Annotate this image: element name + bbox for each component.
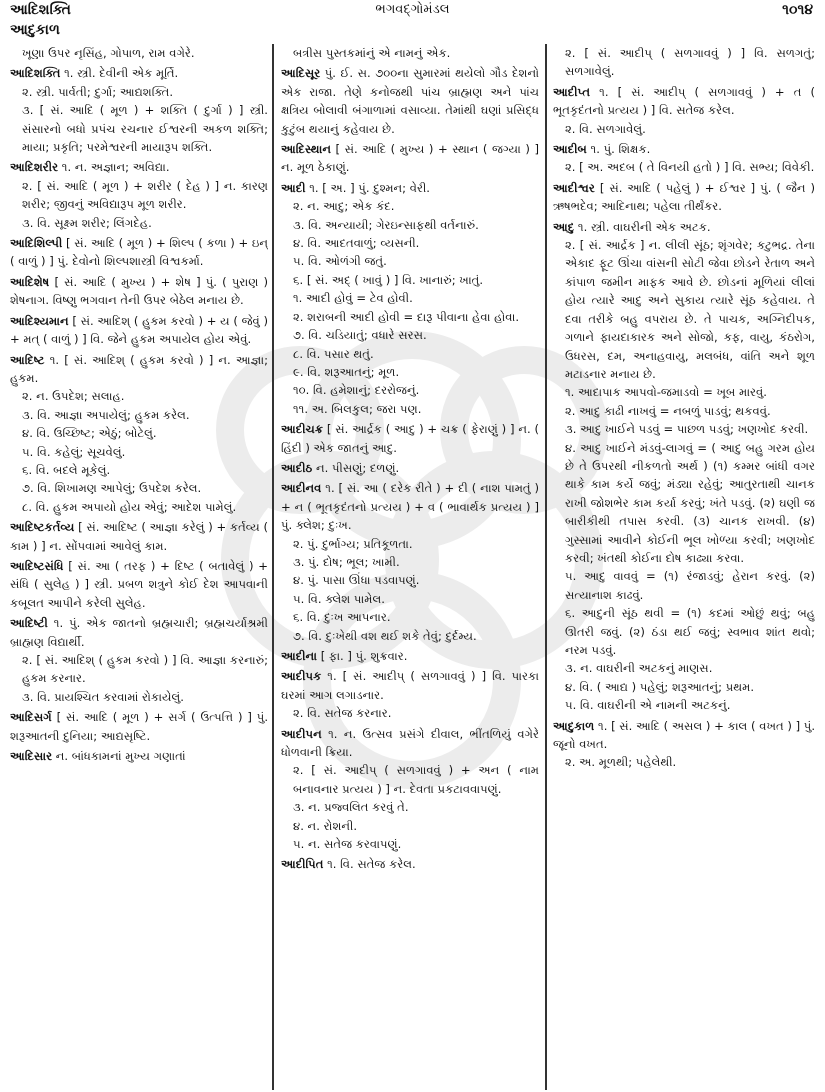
guide-word-first: આદિશક્તિ [10,2,71,18]
entry-sense [10,387,268,405]
entry-sense [281,535,539,553]
sense-text: ૫. આદુ વાવવું = (૧) રંજાડવું; હેરાન કરવું. (૨) સત્યાનાશ કાઢવું. [565,569,815,602]
entry-sense [10,44,268,62]
sense-text: ૧. પું. એક જાતનો બ્રહ્મચારી; બ્રહ્મચર્યાશ્રમી બ્રાહ્મણ વિદ્યાર્થી. [10,616,268,649]
dictionary-entry [553,717,815,772]
entry-sense [281,459,539,477]
dictionary-entry [10,234,268,271]
sense-text: [ સં. આદિ ( પહેલું ) + ઈશ્વર ] પું. ( જૈન ) ઋષભદેવ; આદિનાથ; પહેલા તીર્થંકર. [553,180,815,214]
headword: આદીપ્ત [553,84,591,99]
entry-sense [10,158,268,176]
sense-text: [ સં. આદિ ( મુખ્ય ) + સ્થાન ( જગ્યા ) ] ન. મૂળ ઠેકાણું. [281,142,539,175]
sense-text: ૨. પું. દુર્ભાગ્ય; પ્રતિકૂળતા. [293,536,413,551]
entry-sense [10,557,268,612]
headword: આદીઠ [281,460,313,475]
sense-text: ૩. વિ. સૂક્ષ્મ શરીર; લિંગદેહ. [22,215,152,230]
entry-sense [281,817,539,835]
column-middle [281,44,539,1092]
sense-text: ૬. વિ. દુઃખ આપનાર. [293,610,391,625]
sense-text: ૧. વિ. સતેજ કરેલ. [327,857,416,872]
entry-sense [10,177,268,214]
entry-sense [553,218,815,236]
entry-sense [281,627,539,645]
entry-sense [281,608,539,626]
dictionary-entry [281,64,539,138]
sense-text: [ ફા. ] પું. શુક્રવાર. [320,649,408,663]
sense-text: ૩. ન. વાઘરીની અટકનું માણસ. [565,661,713,676]
entry-sense [281,197,539,215]
dictionary-entry [10,158,268,232]
dictionary-entry [10,273,268,310]
sense-text: [ સં. આદિષ્ટ ( આજ્ઞા કરેલું ) + કર્તવ્ય ( કામ ) ] ન. સોંપવામાં આવેલું કામ. [10,520,268,553]
entry-sense [553,179,815,216]
entry-sense [281,704,539,722]
entry-sense [281,44,539,62]
headword: આદિશરીર [10,160,59,175]
entry-sense [553,120,815,138]
sense-text: ૮. વિ. હુકમ અપાયો હોય એવું; આદેશ પામેલું. [22,499,237,514]
dictionary-entry [281,179,539,418]
sense-text: ૫. ન. સતેજ કરવાપણું. [293,837,402,852]
sense-text: ૧. [ સં. આદીપ્ ( સળગાવવું ) + ત ( ભૂતકૃદંતનો પ્રત્યય ) ] વિ. સતેજ કરેલ. [553,84,815,118]
sense-text: ૨. વિ. સળગાવેલું. [565,121,646,136]
sense-text: ૧૦. વિ. હમેશાનું; દરરોજનું. [293,383,420,398]
entry-sense [281,590,539,608]
dictionary-entry [281,459,539,477]
sense-text: ૧. ન. ઉત્સવ પ્રસંગે દીવાલ, ભીંતળિયું વગેરે ધોળવાની ક્રિયા. [281,726,539,760]
dictionary-entry [10,557,268,612]
sense-text: [ સં. આદિ ( મૂળ ) + સર્ગ ( ઉત્પત્તિ ) ] પું. શરૂઆતની દુનિયા; આદ્યસૃષ્ટિ. [10,710,268,743]
sense-text: ન. પીસણું; દળણું. [315,460,400,475]
entry-sense [553,604,815,659]
headword: આદિષ્ટસંધિ [10,558,64,573]
entry-sense [10,498,268,516]
entry-sense [281,571,539,589]
sense-text: ૫. વિ. ઓળંગી જતું. [293,254,387,269]
sense-text: ૫. વિ. ક્લેશ પામેલ. [293,591,385,606]
dictionary-entry [281,667,539,722]
entry-sense [281,855,539,873]
sense-text: ૧. આદી હોવું = ટેવ હોવી. [293,291,413,306]
entry-sense [553,83,815,120]
entry-sense [10,688,268,706]
sense-text: [ સં. આદિશ્ ( હુકમ કરવો ) + ય ( જેવું ) + મત્ ( વાળું ) ] વિ. જેને હુકમ અપાયેલ હોય એવું. [10,313,268,347]
sense-text: ૪. ન. રોશની. [293,818,358,833]
entry-sense [281,798,539,816]
sense-text: [ સં. આ ( તરફ ) + દિષ્ટ ( બતાવેલું ) + સંધિ ( સુલેહ ) ] સ્ત્રી. પ્રબળ શત્રુને કોઈ દેશ આપવાની કબૂલત આપીને કરેલી સુલેહ. [10,558,268,610]
entry-sense [553,696,815,714]
dictionary-entry [10,614,268,706]
entry-sense [10,424,268,442]
headword: આદિષ્ટી [10,616,48,631]
entry-sense [281,216,539,234]
entry-sense [10,518,268,555]
dictionary-entry [281,855,539,873]
entry-sense [10,101,268,156]
sense-text: ૧. [ સં. આ ( દરેક રીતે ) + દી ( નાશ પામતું ) + ન ( ભૂતકૃદંતનો પ્રત્યય ) + વ ( ભાવાર્થક પ્રત્યય ) ] પું. ક્લેશ; દુઃખ. [281,481,539,533]
headword: આદી [281,180,306,195]
entry-sense [281,381,539,399]
sense-text: ૧. ન. અજ્ઞાન; અવિદ્યા. [61,160,170,175]
sense-text: ૨. [ અ. અદબ ( તે વિનયી હતો ) ] વિ. સભ્ય; વિવેકી. [565,160,815,175]
dictionary-entry [553,44,815,81]
entry-sense [10,312,268,349]
sense-text: ૩. આદુ ખાઈને પડવું = પાછળ પડવું; ખણખોદ કરવી. [565,422,809,437]
entry-sense [553,420,815,438]
sense-text: ૨. શરાબની આદી હોવી = દારૂ પીવાના હેવા હોવા. [293,309,520,324]
entry-sense [10,461,268,479]
entry-sense [281,271,539,289]
sense-text: ૨. ન. ઉપદેશ; સલાહ. [22,389,125,404]
entry-sense [10,234,268,271]
entry-sense [553,44,815,81]
sense-text: ૨. [ સં. આદિ ( મૂળ ) + શરીર ( દેહ ) ] ન. કારણ શરીર; જીવનું અવિદ્યારૂપ મૂળ શરીર. [22,178,268,212]
sense-text: ૧. આદાપાક આપવો-જમાડવો = ખૂબ મારવું. [565,385,767,400]
column-right [553,44,815,1092]
entry-sense [10,273,268,310]
dictionary-columns [0,44,825,1092]
entry-sense [281,345,539,363]
sense-text: ૩. [ સં. આદિ ( મૂળ ) + શક્તિ ( દુર્ગા ) ] સ્ત્રી. સંસારનો બધો પ્રપંચ રચનાર ઈશ્વરની અકળ શક્તિ; માયા; પ્રકૃતિ; પરમેશ્વરની માયારૂપ શક્તિ. [22,103,268,155]
sense-text: ૨. [ સં. આર્દ્રક ] ન. લીલી સૂંઠ; શૃંગવેર; કટુભદ્ર. તેના એકાદ ફૂટ ઊંચા વાંસની સોટી જેવા છોડને રેતાળ અને કાંપાળ જમીન માફક આવે છે. છોડનાં મૂળિયાં લીલાં હોય ત્યારે આદુ અને સુકાય ત્યારે સૂંઠ કહેવાય. તે દવા તરીકે બહુ વપરાય છે. તે પાચક, અગ્નિદીપક, ગળાને ફાયદાકારક અને સોજો, કફ, વાયુ, કંઠરોગ, ઉધરસ, દમ, અનાહવાયુ, મલબંધ, વાંતિ અને શૂળ મટાડનાર મનાય છે. [565,238,815,381]
dictionary-entry [10,351,268,517]
headword: આદિશેષ [10,274,50,289]
entry-sense [281,308,539,326]
headword: આદીબ [553,142,587,157]
sense-text: ૩. ન. પ્રજ્વલિત કરવું તે. [293,800,409,815]
sense-text: ૯. વિ. શરૂઆતનું; મૂળ. [293,364,400,379]
entry-sense [281,553,539,571]
entry-sense [281,647,539,665]
headword: આદિશ્યમાન [10,313,69,328]
dictionary-entry [10,747,268,765]
sense-text: ૨. સ્ત્રી. પાર્વતી; દુર્ગા; આદ્યશક્તિ. [22,84,174,99]
entry-sense [553,140,815,158]
sense-text: ૪. વિ. આદતવાળું; વ્યસની. [293,236,420,251]
sense-text: ૧. [ સં. આદિશ્ ( હુકમ કરવો ) ] ન. આજ્ઞા; હુકમ. [10,352,268,385]
dictionary-entry [281,647,539,665]
sense-text: ૩. પું. દોષ; ભૂલ; ખામી. [293,554,400,569]
sense-text: ૧. પું. શિક્ષક. [590,142,651,157]
sense-text: ૧. [ સં. આદીપ્ ( સળગાવવું ) ] વિ. પારકા ઘરમાં આગ લગાડનાર. [281,669,539,702]
dictionary-entry [553,140,815,177]
sense-text: ૨. વિ. સતેજ કરનાર. [293,706,392,721]
guide-word-last: આદુકાળ [10,22,60,38]
dictionary-entry [553,218,815,715]
entry-sense [281,725,539,762]
entry-sense [553,567,815,604]
dictionary-entry [10,44,268,62]
sense-text: ૭. વિ. ચડિયાતું; વધારે સરસ. [293,328,427,343]
entry-sense [553,439,815,568]
dictionary-entry [281,140,539,177]
sense-text: ૧. [ સં. આદિ ( અસલ ) + કાલ ( વખત ) ] પું. જૂનો વખત. [553,718,815,752]
entry-sense [10,83,268,101]
headword: આદુ [553,219,575,234]
entry-sense [10,708,268,745]
entry-sense [10,747,268,765]
entry-sense [281,479,539,534]
entry-sense [10,64,268,82]
entry-sense [10,406,268,424]
entry-sense [553,402,815,420]
sense-text: ૪. આદુ ખાઈને મંડવું-લાગવું = ( આદુ બહુ ગરમ હોય છે તે ઉપરથી નીકળતો અર્થ ) (૧) કમ્મર બાંધી વગર થાકે કામ કર્યે જવું; મંડ્યા રહેવું; આતુરતાથી ચાનક રાખી જોશભેર કામ કર્યા કરવું; ખંતે પડવું. (૨) ઘણી જ બારીકીથી તપાસ કરવી. (૩) ચાનક રાખવી. (૪) ગુસ્સામાં આવીને કોઈની ભૂલ ખોળ્યા કરવી; ખણખોદ કરવી; ખંતથી કોઈના દોષ કાઢ્યા કરવા. [565,440,815,565]
sense-text: ૭. વિ. શિખામણ આપેલું; ઉપદેશ કરેલ. [22,481,202,496]
sense-text: ૮. વિ. પસાર થતું. [293,346,374,361]
entry-sense [281,64,539,138]
entry-sense [281,326,539,344]
dictionary-entry [10,312,268,349]
sense-text: ૨. અ. મૂળથી; પહેલેથી. [565,755,677,770]
sense-text: [ સં. આર્દ્રક ( આદુ ) + ચક્ર ( ફેરાણું ) ] ન. ( હિંદી ) એક જાતનું આદુ. [281,422,539,455]
sense-text: ૪. વિ. ઉચ્છિષ્ટ; એઠું; બોટેલું. [22,426,157,441]
dictionary-entry [10,518,268,555]
entry-sense [10,479,268,497]
sense-text: ૨. આદુ કાઢી નાખવું = નબળું પાડવું; થકવવું. [565,403,771,418]
sense-text: ૧. સ્ત્રી. વાઘરીની એક અટક. [577,219,711,234]
sense-text: [ સં. આદિ ( મુખ્ય ) + શેષ ] પું. ( પુરાણ ) શેષનાગ. વિષ્ણુ ભગવાન તેની ઉપર બેઠેલ મનાય છે. [10,274,268,308]
sense-text: ૨. [ સં. આદિશ્ ( હુકમ કરવો ) ] વિ. આજ્ઞા કરનારું; હુકમ કરનાર. [22,653,268,686]
dictionary-title: ભગવદ્ગોમંડલ [375,2,450,17]
headword: આદુકાળ [553,718,595,733]
sense-text: ૨. [ સં. આદીપ્ ( સળગાવવું ) + અન ( નામ બનાવનાર પ્રત્યય ) ] ન. દેવતા પ્રકટાવવાપણું. [293,763,539,796]
entry-sense [281,140,539,177]
entry-sense [553,383,815,401]
dictionary-entry [553,83,815,138]
entry-sense [281,761,539,798]
entry-sense [10,443,268,461]
entry-sense [553,158,815,176]
sense-text: ૩. વિ. આજ્ઞા અપાયેલું; હુકમ કરેલ. [22,407,190,422]
page-header [0,2,825,38]
entry-sense [553,236,815,383]
entry-sense [281,252,539,270]
headword: આદીશ્વર [553,180,595,195]
entry-sense [281,420,539,457]
headword: આદીપક [281,669,322,684]
dictionary-entry [281,420,539,457]
headword: આદિશક્તિ [10,66,61,81]
headword: આદિષ્ટકર્તવ્ય [10,520,75,535]
headword: આદીપન [281,726,322,741]
sense-text: ૪. પું. પાસા ઊંધા પડવાપણું. [293,573,420,588]
entry-sense [553,678,815,696]
headword: આદિસર્ગ [10,710,52,725]
sense-text: ૨. [ સં. આદીપ્ ( સળગાવવું ) ] વિ. સળગતું; સળગાવેલું. [565,46,815,79]
sense-text: ૩. વિ. પ્રાયશ્ચિત કરવામાં રોકાયેલું. [22,689,184,704]
entry-sense [553,753,815,771]
entry-sense [281,289,539,307]
sense-text: ૬. [ સં. અદ્ ( ખાવું ) ] વિ. ખાનારું; ખાતું. [293,272,484,287]
headword: આદિષ્ટ [10,352,45,367]
headword: આદીચક્ર [281,422,324,437]
headword: આદીનવ [281,481,322,496]
headword: આદીપિત [281,857,324,872]
dictionary-entry [281,725,539,854]
dictionary-entry [10,64,268,156]
sense-text: ૫. વિ. વાઘરીની એ નામની અટકનું. [565,698,731,713]
dictionary-entry [281,44,539,62]
headword: આદિસૂર [281,66,321,81]
sense-text: ૧૧. અ. બિલકુલ; જરા પણ. [293,401,422,416]
sense-text: ૫. વિ. કહેલું; સૂચવેલું. [22,444,126,459]
sense-text: ૭. વિ. દુઃખેથી વશ થઈ શકે તેવું; દુર્દમ્ય. [293,628,477,643]
entry-sense [553,717,815,754]
headword: આદીના [281,649,318,663]
entry-sense [553,659,815,677]
column-left [10,44,268,1092]
entry-sense [281,363,539,381]
headword: આદિસાર [10,749,53,764]
dictionary-entry [281,479,539,645]
sense-text: ન. બાંધકામનાં મુખ્ય ગણાતાં [55,749,186,764]
dictionary-entry [553,179,815,216]
sense-text: ખૂણા ઉપર નૃસિંહ, ગોપાળ, રામ વગેરે. [22,46,195,60]
sense-text: ૧. સ્ત્રી. દેવીની એક મૂર્તિ. [64,66,179,81]
headword: આદિશિલ્પી [10,236,63,251]
entry-sense [281,835,539,853]
entry-sense [281,667,539,704]
entry-sense [10,351,268,388]
sense-text: ૨. ન. આદુ; એક કંદ. [293,199,395,214]
entry-sense [10,614,268,651]
sense-text: ૪. વિ. ( આદ્ય ) પહેલું; શરૂઆતનું; પ્રથમ. [565,679,755,694]
sense-text: ૬. આદુની સૂંઠ થવી = (૧) કદમાં ઓછું થવું; બહુ ઊતરી જવું. (૨) ઠંડા થઈ જવું; સ્વભાવ શાંત થવો; નરમ પડવું. [565,606,815,657]
headword: આદિસ્થાન [281,142,331,157]
entry-sense [10,214,268,232]
sense-text: બત્રીસ પુસ્તકમાંનું એ નામનું એક. [293,46,451,60]
entry-sense [10,651,268,688]
entry-sense [281,400,539,418]
sense-text: ૬. વિ. બદલે મૂકેલું. [22,462,111,477]
entry-sense [281,234,539,252]
sense-text: ૩. વિ. અન્યાયી; ગેરઇન્સાફથી વર્તનારું. [293,217,479,232]
entry-sense [281,179,539,197]
sense-text: પું. ઈ. સ. ૭૦૦ના સુમારમાં થયેલો ગૌડ દેશનો એક રાજા. તેણે કનોજથી પાંચ બ્રાહ્મણ અને પાંચ ક્ષત્રિય બોલાવી બંગાળામાં વસાવ્યા. તેમાંથી ઘણાં પ્રસિદ્ધ કુટુંબ થયાનું કહેવાય છે. [281,66,539,136]
page-number: ૧૦૧૪ [782,2,813,18]
sense-text: ૧. [ અ. ] પું. દુશ્મન; વેરી. [309,180,430,195]
dictionary-entry [10,708,268,745]
sense-text: [ સં. આદિ ( મૂળ ) + શિલ્પ ( કળા ) + ઇન્ ( વાળું ) ] પું. દેવોનો શિલ્પશાસ્ત્રી વિશ્વકર્મા. [10,236,268,269]
